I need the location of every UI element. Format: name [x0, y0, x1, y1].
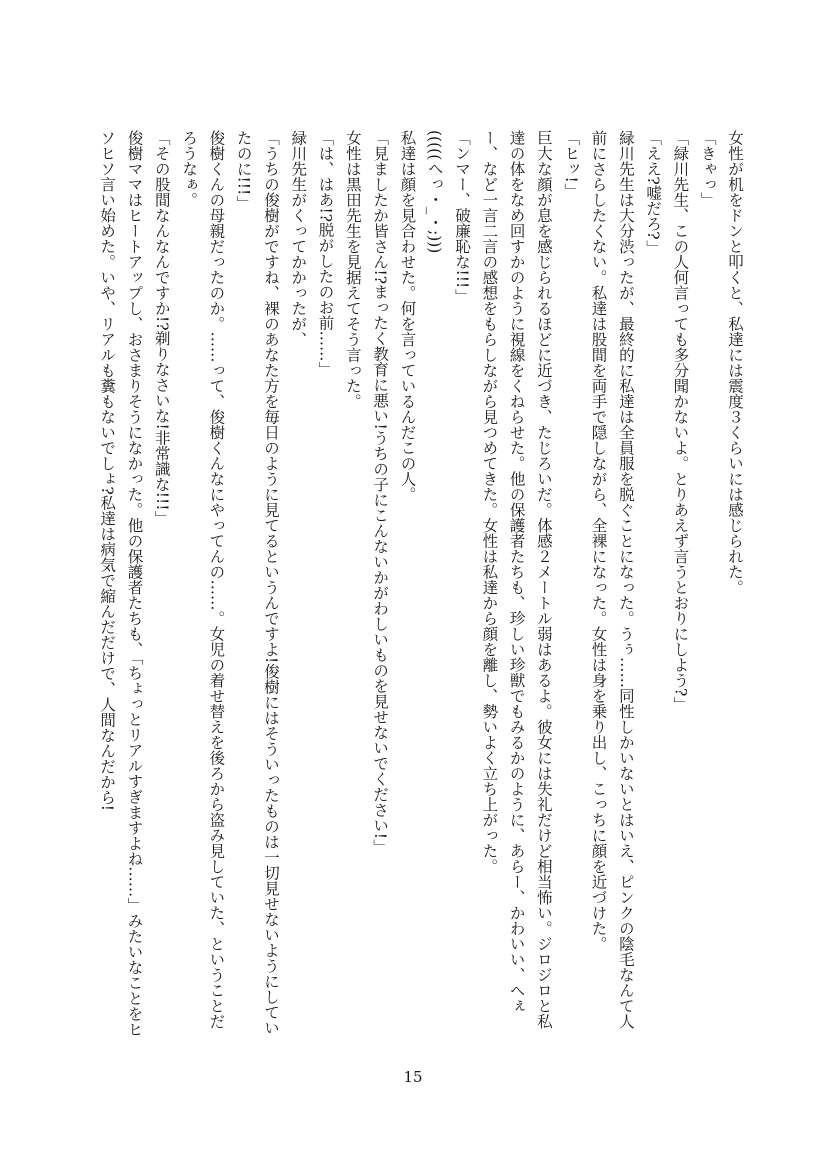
text-line: 「その股間なんなんですか!?剃りなさいな!非常識な!!!」 [152, 130, 171, 526]
vertical-text-body [60, 130, 748, 1040]
text-line: 俊樹ママはヒートアップし、おさまりそうになかった。他の保護者たちも、「ちょっとリアルすぎますよね……」みたいなことをヒソヒソ言い始めた。いや、リアルも糞もないでしょ?私達は病気で縮んだだけで、人間なんだから! [98, 130, 144, 1037]
text-line: 「ヒッ!」 [562, 130, 581, 199]
text-line: 「ンマー、破廉恥な!!!」 [453, 130, 472, 304]
text-line: (((((へっ・_・;))) [425, 130, 444, 254]
text-line: 女性が机をドンと叩くと、私達には震度３くらいには感じられた。 [726, 130, 744, 595]
text-line: 「うちの俊樹がですね、裸のあなた方を毎日のように見てるというんですよ!俊樹にはそういったものは一切見せないようにしていたのに!!!」 [234, 130, 280, 1036]
text-line: 緑川先生は大分渋ったが、最終的に私達は全員服を脱ぐことになった。うぅ……同性しかいないとはいえ、ピンクの陰毛なんて人前にさらしたくない。私達は股間を両手で隠しながら、全裸になった。女性は身を乗り出し、こっちに顔を近づけた。 [589, 130, 635, 1029]
page-number: 15 [403, 1068, 423, 1086]
text-line: 女性は黒田先生を見据えてそう言った。 [343, 130, 362, 409]
text-line: 「緑川先生、この人何言っても多分聞かないよ。とりあえず言うとおりにしよう?」 [671, 130, 690, 712]
text-line: 「は、はあ!?脱がしたのお前……」 [316, 130, 335, 378]
text-line: 私達は顔を見合わせた。何を言っているんだこの人。 [398, 130, 417, 502]
text-line: 俊樹くんの母親だったのか。……って、俊樹くんなにやってんの……。女児の着せ替えを後ろから盗み見していた、ということだろうなぁ。 [180, 130, 226, 1029]
text-line: 「見ましたか皆さん!?まったく教育に悪い!うちの子にこんないかがわしいものを見せないでください!」 [371, 130, 390, 855]
text-line: 巨大な顔が息を感じられるほどに近づき、たじろいだ。体感２メートル弱はあるよ。彼女には失礼だけど相当怖い。ジロジロと私達の体をなめ回すかのように視線をくねらせた。他の保護者たちも、珍しい珍獣でもみるかのように、あらー、かわいい、へぇー、など一言二言の感想をもらしながら見つめてきた。女性は私達から顔を離し、勢いよく立ち上がった。 [480, 130, 553, 1029]
text-line: 「きゃっ」 [698, 130, 717, 208]
text-line: 緑川先生がくってかかったが、 [289, 130, 308, 347]
text-line: 「ええ?嘘だろ?」 [644, 130, 663, 256]
